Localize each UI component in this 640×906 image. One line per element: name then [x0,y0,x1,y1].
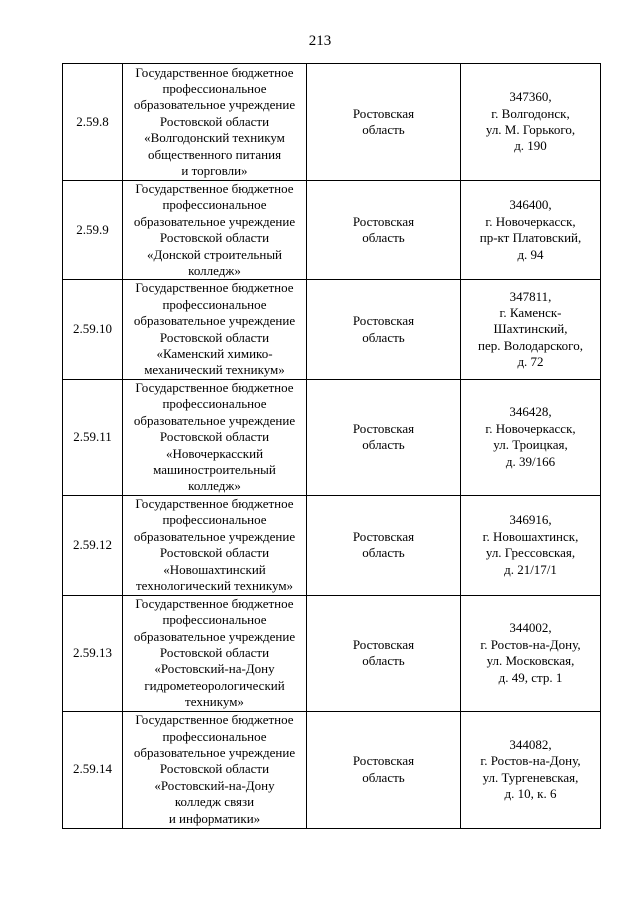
row-number: 2.59.14 [63,711,123,828]
table-row [63,64,601,181]
address-cell: 346428, г. Новочеркасск, ул. Троицкая, д. 39/166 [461,379,601,495]
address-cell: 347360, г. Волгодонск, ул. М. Горького, д. 190 [461,64,601,181]
table-row [63,595,601,711]
row-number: 2.59.10 [63,280,123,379]
row-number: 2.59.9 [63,181,123,280]
page-number: 213 [308,33,332,49]
address-cell: 347811, г. Каменск- Шахтинский, пер. Володарского, д. 72 [461,280,601,379]
organization-name: Государственное бюджетное профессиональное образовательное учреждение Ростовской области «Ростовский-на-Дону колледж связи и информатики» [123,711,307,828]
organization-name: Государственное бюджетное профессиональное образовательное учреждение Ростовской области «Донской строительный колледж» [123,181,307,280]
table-row [63,181,601,280]
region-cell: Ростовская область [307,595,461,711]
region-cell: Ростовская область [307,495,461,595]
address-cell: 344002, г. Ростов-на-Дону, ул. Московская, д. 49, стр. 1 [461,595,601,711]
row-number: 2.59.8 [63,64,123,181]
organization-name: Государственное бюджетное профессиональное образовательное учреждение Ростовской области «Новочеркасский машиностроительный колледж» [123,379,307,495]
address-cell: 346916, г. Новошахтинск, ул. Грессовская, д. 21/17/1 [461,495,601,595]
region-cell: Ростовская область [307,64,461,181]
address-cell: 344082, г. Ростов-на-Дону, ул. Тургеневская, д. 10, к. 6 [461,711,601,828]
region-cell: Ростовская область [307,181,461,280]
organization-name: Государственное бюджетное профессиональное образовательное учреждение Ростовской области «Каменский химико- механический техникум» [123,280,307,379]
table-row [63,280,601,379]
row-number: 2.59.12 [63,495,123,595]
region-cell: Ростовская область [307,711,461,828]
organization-name: Государственное бюджетное профессиональное образовательное учреждение Ростовской области «Ростовский-на-Дону гидрометеорологический техникум» [123,595,307,711]
row-number: 2.59.13 [63,595,123,711]
region-cell: Ростовская область [307,379,461,495]
region-cell: Ростовская область [307,280,461,379]
organization-name: Государственное бюджетное профессиональное образовательное учреждение Ростовской области «Волгодонский техникум общественного питания и торговли» [123,64,307,181]
table-row [63,711,601,828]
institutions-table [62,63,601,829]
table-row [63,379,601,495]
address-cell: 346400, г. Новочеркасск, пр-кт Платовский, д. 94 [461,181,601,280]
table-row [63,495,601,595]
row-number: 2.59.11 [63,379,123,495]
organization-name: Государственное бюджетное профессиональное образовательное учреждение Ростовской области «Новошахтинский технологический техникум» [123,495,307,595]
